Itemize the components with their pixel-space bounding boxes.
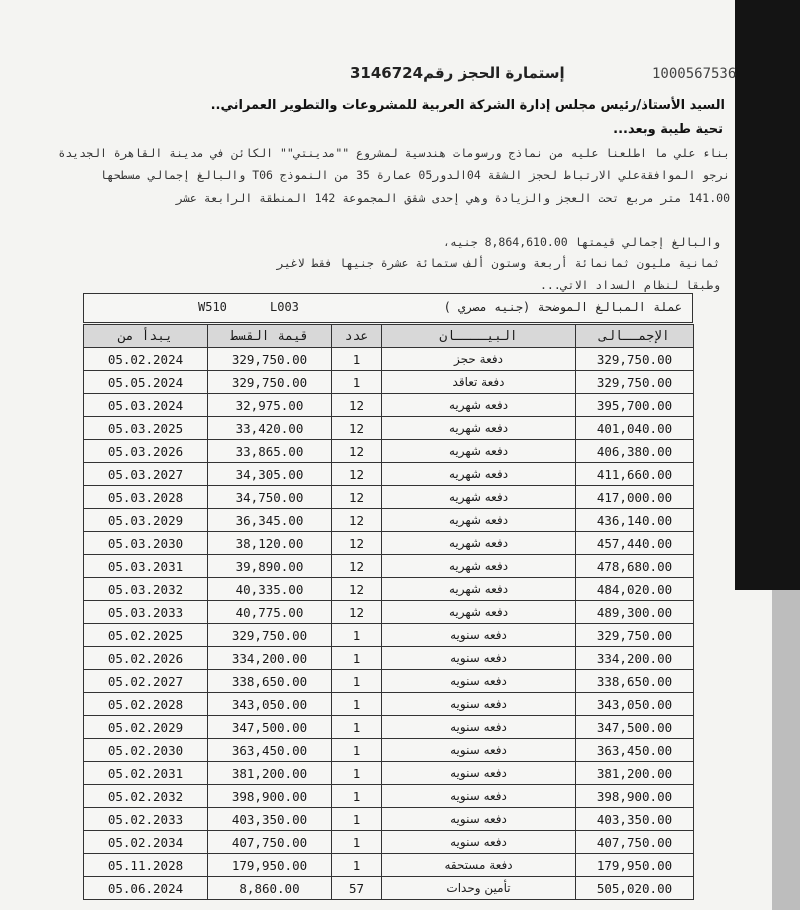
cell-start-date: 05.02.2031	[84, 762, 208, 785]
cell-count: 1	[332, 693, 382, 716]
cell-description: دفعه شهريه	[382, 440, 576, 463]
column-header-installment: قيمة القسط	[208, 325, 332, 348]
cell-installment: 329,750.00	[208, 348, 332, 371]
cell-total: 338,650.00	[576, 670, 694, 693]
cell-start-date: 05.03.2030	[84, 532, 208, 555]
code-w: W510	[198, 300, 227, 314]
cell-start-date: 05.05.2024	[84, 371, 208, 394]
cell-count: 12	[332, 463, 382, 486]
background-gray-area	[772, 590, 800, 910]
cell-count: 12	[332, 578, 382, 601]
cell-count: 12	[332, 601, 382, 624]
cell-count: 12	[332, 486, 382, 509]
table-row	[84, 509, 694, 532]
cell-description: دفعة تعاقد	[382, 371, 576, 394]
table-row	[84, 693, 694, 716]
cell-count: 1	[332, 716, 382, 739]
cell-installment: 329,750.00	[208, 371, 332, 394]
cell-start-date: 05.03.2027	[84, 463, 208, 486]
cell-start-date: 05.03.2029	[84, 509, 208, 532]
cell-start-date: 05.02.2032	[84, 785, 208, 808]
cell-start-date: 05.02.2026	[84, 647, 208, 670]
cell-description: دفعه سنويه	[382, 693, 576, 716]
column-header-description: البيــــان	[382, 325, 576, 348]
cell-description: دفعة مستحقه	[382, 854, 576, 877]
cell-installment: 36,345.00	[208, 509, 332, 532]
cell-installment: 347,500.00	[208, 716, 332, 739]
cell-total: 489,300.00	[576, 601, 694, 624]
table-row	[84, 394, 694, 417]
table-row	[84, 417, 694, 440]
cell-description: دفعه سنويه	[382, 785, 576, 808]
cell-installment: 179,950.00	[208, 854, 332, 877]
cell-installment: 34,750.00	[208, 486, 332, 509]
table-row	[84, 601, 694, 624]
salutation: السيد الأستاذ/رئيس مجلس إدارة الشركة العربية للمشروعات والتطوير العمراني..	[210, 98, 725, 113]
cell-total: 347,500.00	[576, 716, 694, 739]
cell-description: دفعه سنويه	[382, 624, 576, 647]
table-row	[84, 440, 694, 463]
cell-installment: 403,350.00	[208, 808, 332, 831]
cell-count: 1	[332, 371, 382, 394]
cell-installment: 40,335.00	[208, 578, 332, 601]
cell-start-date: 05.11.2028	[84, 854, 208, 877]
table-row	[84, 854, 694, 877]
cell-count: 12	[332, 440, 382, 463]
cell-description: دفعه شهريه	[382, 578, 576, 601]
cell-start-date: 05.03.2026	[84, 440, 208, 463]
column-header-total: الإجمــالى	[576, 325, 694, 348]
cell-total: 395,700.00	[576, 394, 694, 417]
table-row	[84, 831, 694, 854]
cell-installment: 8,860.00	[208, 877, 332, 900]
cell-installment: 33,865.00	[208, 440, 332, 463]
cell-installment: 343,050.00	[208, 693, 332, 716]
amount-words: ثمانية مليون ثمانمائة أربعة وستون ألف ستمائة عشرة جنيها فقط لاغير	[276, 256, 720, 270]
table-header-row	[84, 325, 694, 348]
cell-count: 1	[332, 808, 382, 831]
cell-count: 12	[332, 509, 382, 532]
cell-start-date: 05.02.2029	[84, 716, 208, 739]
cell-start-date: 05.03.2024	[84, 394, 208, 417]
payment-note: وطبقا لنظام السداد الاتي...	[539, 278, 720, 292]
table-row	[84, 463, 694, 486]
table-row	[84, 371, 694, 394]
column-header-start-date: يبدأ من	[84, 325, 208, 348]
body-line-1: بناء علي ما اطلعنا عليه من نماذج ورسومات هندسية لمشروع ""مدينتي"" الكائن في مدينة القاهرة الجديدة	[58, 146, 730, 160]
cell-start-date: 05.03.2031	[84, 555, 208, 578]
cell-installment: 334,200.00	[208, 647, 332, 670]
cell-description: تأمين وحدات	[382, 877, 576, 900]
greeting: تحية طيبة وبعد...	[613, 122, 723, 137]
cell-installment: 32,975.00	[208, 394, 332, 417]
currency-label: عملة المبالغ الموضحة (جنيه مصري )	[443, 300, 682, 314]
cell-total: 406,380.00	[576, 440, 694, 463]
cell-count: 12	[332, 394, 382, 417]
cell-description: دفعه شهريه	[382, 486, 576, 509]
cell-start-date: 05.02.2033	[84, 808, 208, 831]
table-row	[84, 808, 694, 831]
cell-total: 329,750.00	[576, 348, 694, 371]
column-header-count: عدد	[332, 325, 382, 348]
cell-total: 484,020.00	[576, 578, 694, 601]
cell-description: دفعه شهريه	[382, 463, 576, 486]
cell-count: 1	[332, 670, 382, 693]
cell-installment: 338,650.00	[208, 670, 332, 693]
table-row	[84, 532, 694, 555]
currency-header-box	[83, 293, 693, 323]
cell-count: 12	[332, 555, 382, 578]
cell-count: 1	[332, 762, 382, 785]
cell-total: 363,450.00	[576, 739, 694, 762]
cell-description: دفعه شهريه	[382, 417, 576, 440]
cell-start-date: 05.06.2024	[84, 877, 208, 900]
cell-total: 478,680.00	[576, 555, 694, 578]
cell-description: دفعه سنويه	[382, 762, 576, 785]
code-l: L003	[270, 300, 299, 314]
cell-total: 179,950.00	[576, 854, 694, 877]
cell-installment: 329,750.00	[208, 624, 332, 647]
cell-total: 457,440.00	[576, 532, 694, 555]
table-row	[84, 762, 694, 785]
payment-schedule-table	[83, 324, 694, 900]
cell-total: 329,750.00	[576, 371, 694, 394]
cell-total: 436,140.00	[576, 509, 694, 532]
cell-description: دفعه سنويه	[382, 808, 576, 831]
amount-line: والبالغ إجمالي قيمتها 8,864,610.00 جنيه،	[443, 235, 720, 249]
cell-description: دفعه سنويه	[382, 739, 576, 762]
cell-count: 1	[332, 647, 382, 670]
table-row	[84, 739, 694, 762]
cell-count: 1	[332, 739, 382, 762]
cell-total: 403,350.00	[576, 808, 694, 831]
cell-total: 343,050.00	[576, 693, 694, 716]
table-row	[84, 716, 694, 739]
cell-count: 57	[332, 877, 382, 900]
cell-description: دفعه سنويه	[382, 647, 576, 670]
cell-count: 1	[332, 348, 382, 371]
cell-start-date: 05.02.2028	[84, 693, 208, 716]
document-title: إستمارة الحجز رقم3146724	[350, 64, 565, 82]
cell-installment: 363,450.00	[208, 739, 332, 762]
cell-installment: 33,420.00	[208, 417, 332, 440]
cell-total: 505,020.00	[576, 877, 694, 900]
cell-total: 329,750.00	[576, 624, 694, 647]
cell-start-date: 05.02.2024	[84, 348, 208, 371]
cell-description: دفعه شهريه	[382, 509, 576, 532]
table-row	[84, 670, 694, 693]
cell-count: 1	[332, 831, 382, 854]
table-row	[84, 785, 694, 808]
cell-total: 411,660.00	[576, 463, 694, 486]
cell-total: 401,040.00	[576, 417, 694, 440]
cell-description: دفعه شهريه	[382, 394, 576, 417]
cell-start-date: 05.02.2025	[84, 624, 208, 647]
cell-total: 407,750.00	[576, 831, 694, 854]
cell-total: 398,900.00	[576, 785, 694, 808]
cell-count: 1	[332, 785, 382, 808]
cell-count: 1	[332, 624, 382, 647]
cell-count: 12	[332, 417, 382, 440]
cell-installment: 407,750.00	[208, 831, 332, 854]
cell-installment: 398,900.00	[208, 785, 332, 808]
cell-installment: 39,890.00	[208, 555, 332, 578]
cell-description: دفعه سنويه	[382, 670, 576, 693]
table-row	[84, 348, 694, 371]
cell-description: دفعه سنويه	[382, 831, 576, 854]
cell-description: دفعه شهريه	[382, 555, 576, 578]
cell-total: 334,200.00	[576, 647, 694, 670]
cell-description: دفعه سنويه	[382, 716, 576, 739]
cell-installment: 34,305.00	[208, 463, 332, 486]
table-row	[84, 555, 694, 578]
cell-description: دفعه شهريه	[382, 532, 576, 555]
body-line-3: 141.00 متر مربع تحت العجز والزيادة وهي إحدى شقق المجموعة 142 المنطقة الرابعة عشر	[176, 191, 730, 205]
background-dark-area	[735, 0, 800, 590]
cell-start-date: 05.03.2032	[84, 578, 208, 601]
table-row	[84, 877, 694, 900]
cell-count: 1	[332, 854, 382, 877]
cell-start-date: 05.02.2034	[84, 831, 208, 854]
cell-installment: 381,200.00	[208, 762, 332, 785]
cell-start-date: 05.03.2025	[84, 417, 208, 440]
cell-start-date: 05.03.2028	[84, 486, 208, 509]
cell-installment: 40,775.00	[208, 601, 332, 624]
cell-installment: 38,120.00	[208, 532, 332, 555]
cell-start-date: 05.02.2030	[84, 739, 208, 762]
cell-count: 12	[332, 532, 382, 555]
cell-description: دفعة حجز	[382, 348, 576, 371]
table-row	[84, 578, 694, 601]
cell-description: دفعه شهريه	[382, 601, 576, 624]
table-row	[84, 647, 694, 670]
cell-start-date: 05.02.2027	[84, 670, 208, 693]
cell-start-date: 05.03.2033	[84, 601, 208, 624]
body-line-2: نرجو الموافقةعلي الارتباط لحجز الشقة 04الدور05 عمارة 35 من النموذج T06 والبالغ إجمالي مسطحها	[99, 168, 730, 182]
cell-total: 417,000.00	[576, 486, 694, 509]
cell-total: 381,200.00	[576, 762, 694, 785]
table-row	[84, 624, 694, 647]
document-number: 1000567536	[652, 66, 737, 82]
table-row	[84, 486, 694, 509]
